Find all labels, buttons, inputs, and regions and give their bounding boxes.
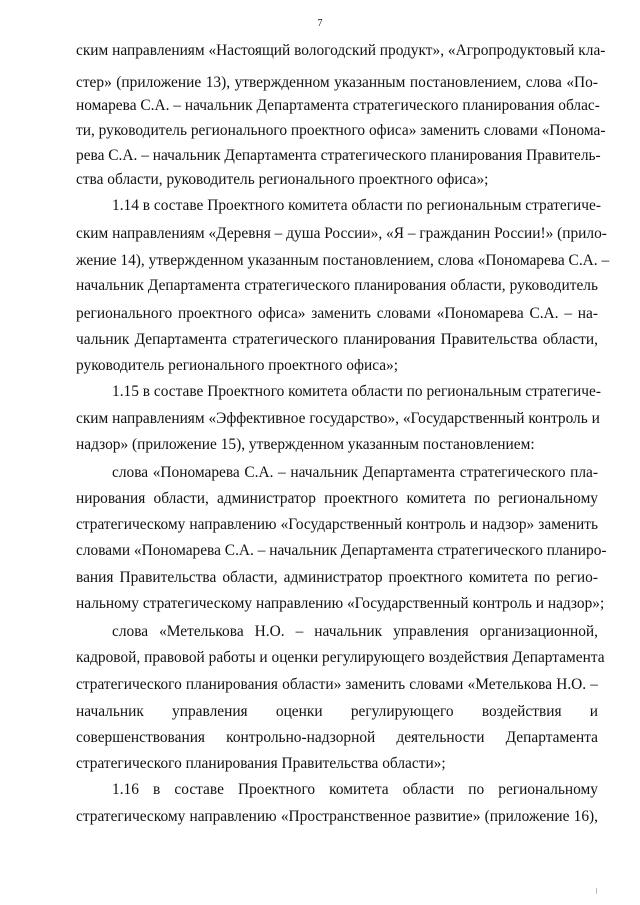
text-line: ским направлениям «Деревня – душа России», «Я – гражданин России!» (прило-	[76, 225, 607, 242]
text-line: стратегическому направлению «Государственный контроль и надзор» заменить	[76, 516, 598, 533]
text-line: кадровой, правовой работы и оценки регулирующего воздействия Департамента	[76, 649, 605, 666]
text-line: стратегического планирования Правительства области»;	[76, 755, 446, 772]
text-line: начальник Департамента стратегического планирования области, руководитель	[76, 277, 598, 294]
text-line: стратегического планирования области» заменить словами «Метелькова Н.О. –	[76, 676, 598, 693]
text-line: слова «Пономарева С.А. – начальник Департамента стратегического пла-	[112, 464, 598, 481]
text-line: 1.16 в составе Проектного комитета области по региональному	[112, 781, 598, 798]
page-number: 7	[317, 18, 323, 29]
text-line: жение 14), утвержденном указанным постановлением, слова «Пономарева С.А. –	[76, 252, 610, 269]
text-line: ским направлениям «Настоящий вологодский продукт», «Агропродуктовый кла-	[76, 42, 606, 59]
text-line: начальник управления оценки регулирующего воздействия и	[76, 703, 598, 720]
text-line: номарева С.А. – начальник Департамента стратегического планирования облас-	[76, 97, 600, 114]
text-line: нирования области, администратор проектного комитета по региональному	[76, 490, 598, 507]
text-line: слова «Метелькова Н.О. – начальник управления организационной,	[112, 623, 598, 640]
text-line: словами «Пономарева С.А. – начальник Департамента стратегического планиро-	[76, 542, 607, 559]
text-line: стратегическому направлению «Пространственное развитие» (приложение 16),	[76, 808, 598, 825]
scan-mark	[596, 888, 597, 894]
text-line: ства области, руководитель регионального проектного офиса»;	[76, 171, 489, 188]
text-line: совершенствования контрольно-надзорной деятельности Департамента	[76, 729, 598, 746]
text-line: надзор» (приложение 15), утвержденном указанным постановлением:	[76, 436, 535, 453]
text-line: ти, руководитель регионального проектного офиса» заменить словами «Понома-	[76, 122, 606, 139]
text-line: руководитель регионального проектного офиса»;	[76, 357, 399, 374]
text-line: ским направлениям «Эффективное государство», «Государственный контроль и	[76, 410, 600, 427]
text-line: регионального проектного офиса» заменить словами «Пономарева С.А. – на-	[76, 305, 598, 322]
text-line: нальному стратегическому направлению «Государственный контроль и надзор»;	[76, 595, 605, 612]
text-line: рева С.А. – начальник Департамента стратегического планирования Правитель-	[76, 147, 601, 164]
text-line: чальник Департамента стратегического планирования Правительства области,	[76, 331, 598, 348]
text-line: 1.15 в составе Проектного комитета области по региональным стратегиче-	[112, 383, 601, 400]
text-line: вания Правительства области, администратор проектного комитета по регио-	[76, 569, 598, 586]
text-line: стер» (приложение 13), утвержденном указанным постановлением, слова «По-	[76, 74, 598, 91]
text-line: 1.14 в составе Проектного комитета области по региональным стратегиче-	[112, 197, 601, 214]
